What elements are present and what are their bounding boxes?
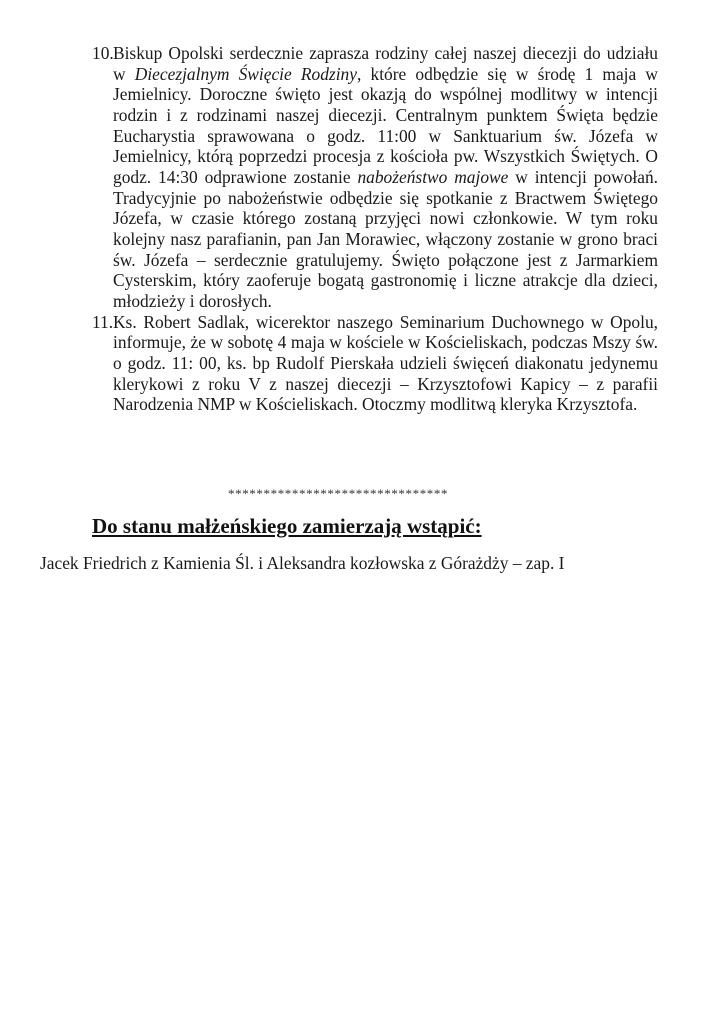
announcement-text <box>113 312 658 415</box>
announcement-number: 10. <box>92 43 114 63</box>
text-segment: Biskup Opolski serdecznie zaprasza rodziny całej naszej diecezji do udziału w <box>113 43 658 84</box>
italic-service-name: nabożeństwo majowe <box>357 166 509 187</box>
announcements-list <box>92 43 658 415</box>
italic-event-name: Diecezjalnym Święcie Rodziny <box>134 63 357 84</box>
marriage-banns-entry: Jacek Friedrich z Kamienia Śl. i Aleksandra kozłowska z Górażdży – zap. I <box>40 553 565 573</box>
announcement-item <box>92 312 658 415</box>
marriage-section-heading: Do stanu małżeńskiego zamierzają wstąpić: <box>92 514 482 538</box>
text-segment: Ks. Robert Sadlak, wicerektor naszego Seminarium Duchownego w Opolu, informuje, że w sobotę 4 maja w kościele w Kościeliskach, podczas Mszy św. o godz. 11: 00, ks. bp Rudolf Pierskała udzieli święceń diakonatu jedynemu klerykowi z roku V z naszej diecezji – Krzysztofowi Kapicy – z parafii Narodzenia NMP w Kościeliskach. Otoczmy modlitwą kleryka Krzysztofa. <box>113 311 658 415</box>
announcement-item <box>92 43 658 312</box>
text-segment: w intencji powołań. Tradycyjnie po nabożeństwie odbędzie się spotkanie z Bractwem Świętego Józefa, w czasie którego zostaną przyjęci nowi członkowie. W tym roku kolejny nasz parafianin, pan Jan Morawiec, włączony zostanie w grono braci św. Józefa – serdecznie gratulujemy. Święto połączone jest z Jarmarkiem Cysterskim, który zaoferuje bogatą gastronomię i liczne atrakcje dla dzieci, młodzieży i dorosłych. <box>113 166 659 311</box>
text-segment: , które odbędzie się w środę 1 maja w Jemielnicy. Doroczne święto jest okazją do wspólnej modlitwy w intencji rodzin i z rodzinami naszej diecezji. Centralnym punktem Święta będzie Eucharystia sprawowana o godz. 11:00 w Sanktuarium św. Józefa w Jemielnicy, którą poprzedzi procesja z kościoła pw. Wszystkich Świętych. O godz. 14:30 odprawione zostanie <box>113 63 658 187</box>
separator-stars: ******************************* <box>228 486 449 501</box>
announcement-number: 11. <box>92 311 114 332</box>
announcement-text <box>113 43 658 311</box>
